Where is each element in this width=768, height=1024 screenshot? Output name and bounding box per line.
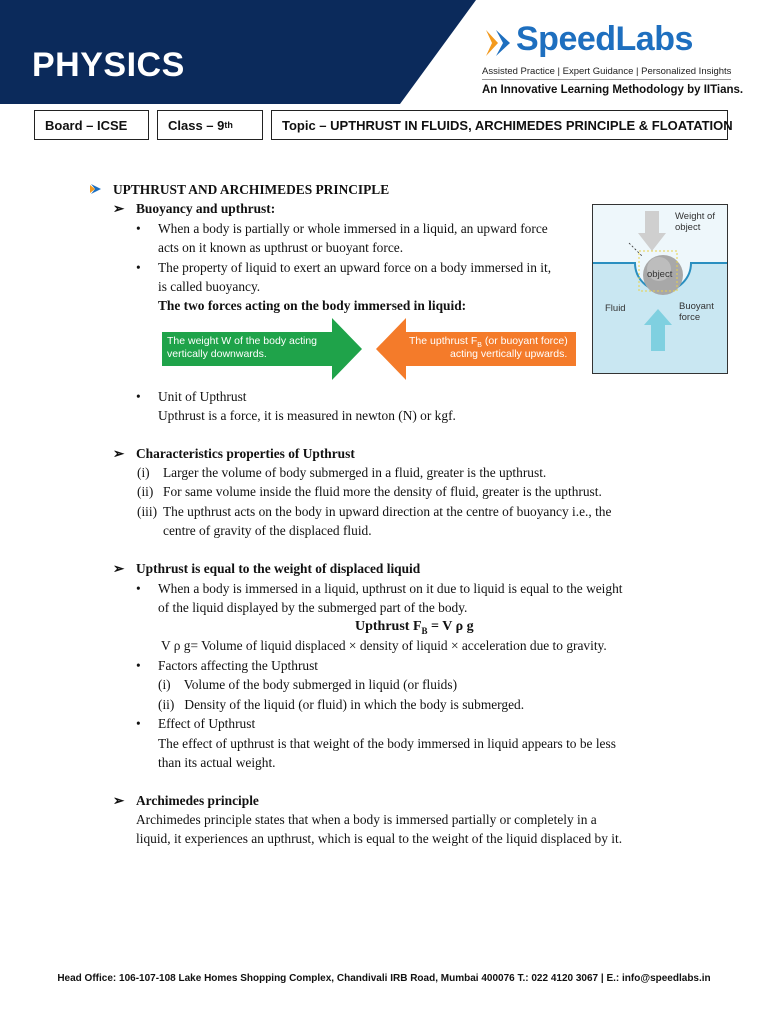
characteristics-heading: Characteristics properties of Upthrust bbox=[136, 446, 355, 461]
topic-box bbox=[271, 110, 733, 140]
char-item-2-text: For same volume inside the fluid more the density of fluid, greater is the upthrust. bbox=[163, 484, 602, 499]
class-box bbox=[157, 110, 263, 140]
formula-description: V ρ g= Volume of liquid displaced × density of liquid × acceleration due to gravity. bbox=[161, 638, 607, 653]
char-item-3-text-1: The upthrust acts on the body in upward direction at the centre of buoyancy i.e., the bbox=[163, 504, 612, 519]
figure-fluid-label: Fluid bbox=[605, 303, 626, 314]
upthrust-arrow-text-1: The upthrust $F_B$ (or buoyant force) bbox=[409, 335, 568, 350]
upthrust-arrow-text-2: acting vertically upwards. bbox=[450, 348, 568, 360]
weight-arrow-text-1: The weight W of the body acting bbox=[167, 335, 317, 347]
equal-heading: Upthrust is equal to the weight of displaced liquid bbox=[136, 561, 421, 576]
factors-title: Factors affecting the Upthrust bbox=[158, 658, 319, 673]
bullet-dot-icon: • bbox=[136, 389, 141, 404]
weight-arrow-text-2: vertically downwards. bbox=[167, 348, 267, 360]
factor-2: (ii) Density of the liquid (or fluid) in which the body is submerged. bbox=[158, 697, 525, 712]
unit-title: Unit of Upthrust bbox=[158, 389, 247, 404]
figure-object-label: object bbox=[647, 269, 673, 280]
arrow-bullet-icon: ➢ bbox=[113, 561, 125, 576]
buoyancy-bullet-2-line-1: The property of liquid to exert an upward force on a body immersed in it, bbox=[158, 260, 552, 275]
arrow-bullet-icon: ➢ bbox=[113, 793, 125, 808]
section-title: UPTHRUST AND ARCHIMEDES PRINCIPLE bbox=[113, 182, 390, 197]
equal-bullet-line-2: of the liquid displayed by the submerged part of the body. bbox=[158, 600, 468, 615]
section-bullet-icon bbox=[90, 183, 102, 195]
char-item-3-text-2: centre of gravity of the displaced fluid. bbox=[163, 523, 372, 538]
buoyancy-bullet-1-line-2: acts on it known as upthrust or buoyant force. bbox=[158, 240, 404, 255]
effect-title: Effect of Upthrust bbox=[158, 716, 256, 731]
logo-subtitle: An Innovative Learning Methodology by IITians. bbox=[482, 84, 744, 96]
arrow-bullet-icon: ➢ bbox=[113, 446, 125, 461]
figure-weight-label: Weight of object bbox=[675, 211, 715, 233]
buoyancy-bullet-2-line-2: is called buoyancy. bbox=[158, 279, 261, 294]
bullet-dot-icon: • bbox=[136, 716, 141, 731]
arrow-bullet-icon: ➢ bbox=[113, 201, 125, 216]
two-forces-heading: The two forces acting on the body immersed in liquid: bbox=[158, 298, 467, 313]
bullet-dot-icon: • bbox=[136, 221, 141, 236]
topic-label: Topic – UPTHRUST IN FLUIDS, ARCHIMEDES PRINCIPLE & FLOATATION bbox=[282, 117, 733, 133]
board-label: Board – ICSE bbox=[45, 117, 128, 133]
formula: Upthrust $F_B = V$ ρ g bbox=[355, 619, 474, 636]
logo-name: SpeedLabs bbox=[516, 20, 693, 58]
archimedes-line-1: Archimedes principle states that when a body is immersed partially or completely in a bbox=[136, 812, 597, 827]
class-label: Class – 9 bbox=[168, 117, 225, 133]
class-sup: th bbox=[224, 120, 233, 130]
figure-buoyant-label: Buoyant force bbox=[679, 301, 714, 323]
subject-title: PHYSICS bbox=[32, 46, 185, 84]
equal-bullet-line-1: When a body is immersed in a liquid, upthrust on it due to liquid is equal to the weight bbox=[158, 581, 623, 596]
logo-arrows-icon bbox=[484, 26, 514, 60]
logo-tagline: Assisted Practice | Expert Guidance | Personalized Insights bbox=[482, 66, 731, 80]
buoyancy-heading: Buoyancy and upthrust: bbox=[136, 201, 276, 216]
factor-1: (i) Volume of the body submerged in liquid (or fluids) bbox=[158, 677, 458, 692]
archimedes-heading: Archimedes principle bbox=[136, 793, 259, 808]
buoyancy-figure bbox=[592, 204, 728, 374]
char-item-1-num: (i) bbox=[137, 465, 150, 480]
bullet-dot-icon: • bbox=[136, 260, 141, 275]
bullet-dot-icon: • bbox=[136, 658, 141, 673]
buoyancy-bullet-1-line-1: When a body is partially or whole immersed in a liquid, an upward force bbox=[158, 221, 548, 236]
archimedes-line-2: liquid, it experiences an upthrust, which is equal to the weight of the liquid displaced by it. bbox=[136, 831, 623, 846]
char-item-3-num: (iii) bbox=[137, 504, 158, 519]
bullet-dot-icon: • bbox=[136, 581, 141, 596]
char-item-2-num: (ii) bbox=[137, 484, 154, 499]
speedlabs-logo bbox=[476, 18, 744, 106]
footer-address: Head Office: 106-107-108 Lake Homes Shopping Complex, Chandivali IRB Road, Mumbai 400076 T.: 022 4120 3067 | E.: info@speedlabs.in bbox=[57, 973, 711, 984]
board-box bbox=[34, 110, 149, 140]
char-item-1-text: Larger the volume of body submerged in a fluid, greater is the upthrust. bbox=[163, 465, 547, 480]
effect-line-2: than its actual weight. bbox=[158, 755, 276, 770]
unit-text: Upthrust is a force, it is measured in newton (N) or kgf. bbox=[158, 408, 456, 423]
effect-line-1: The effect of upthrust is that weight of the body immersed in liquid appears to be less bbox=[158, 736, 616, 751]
